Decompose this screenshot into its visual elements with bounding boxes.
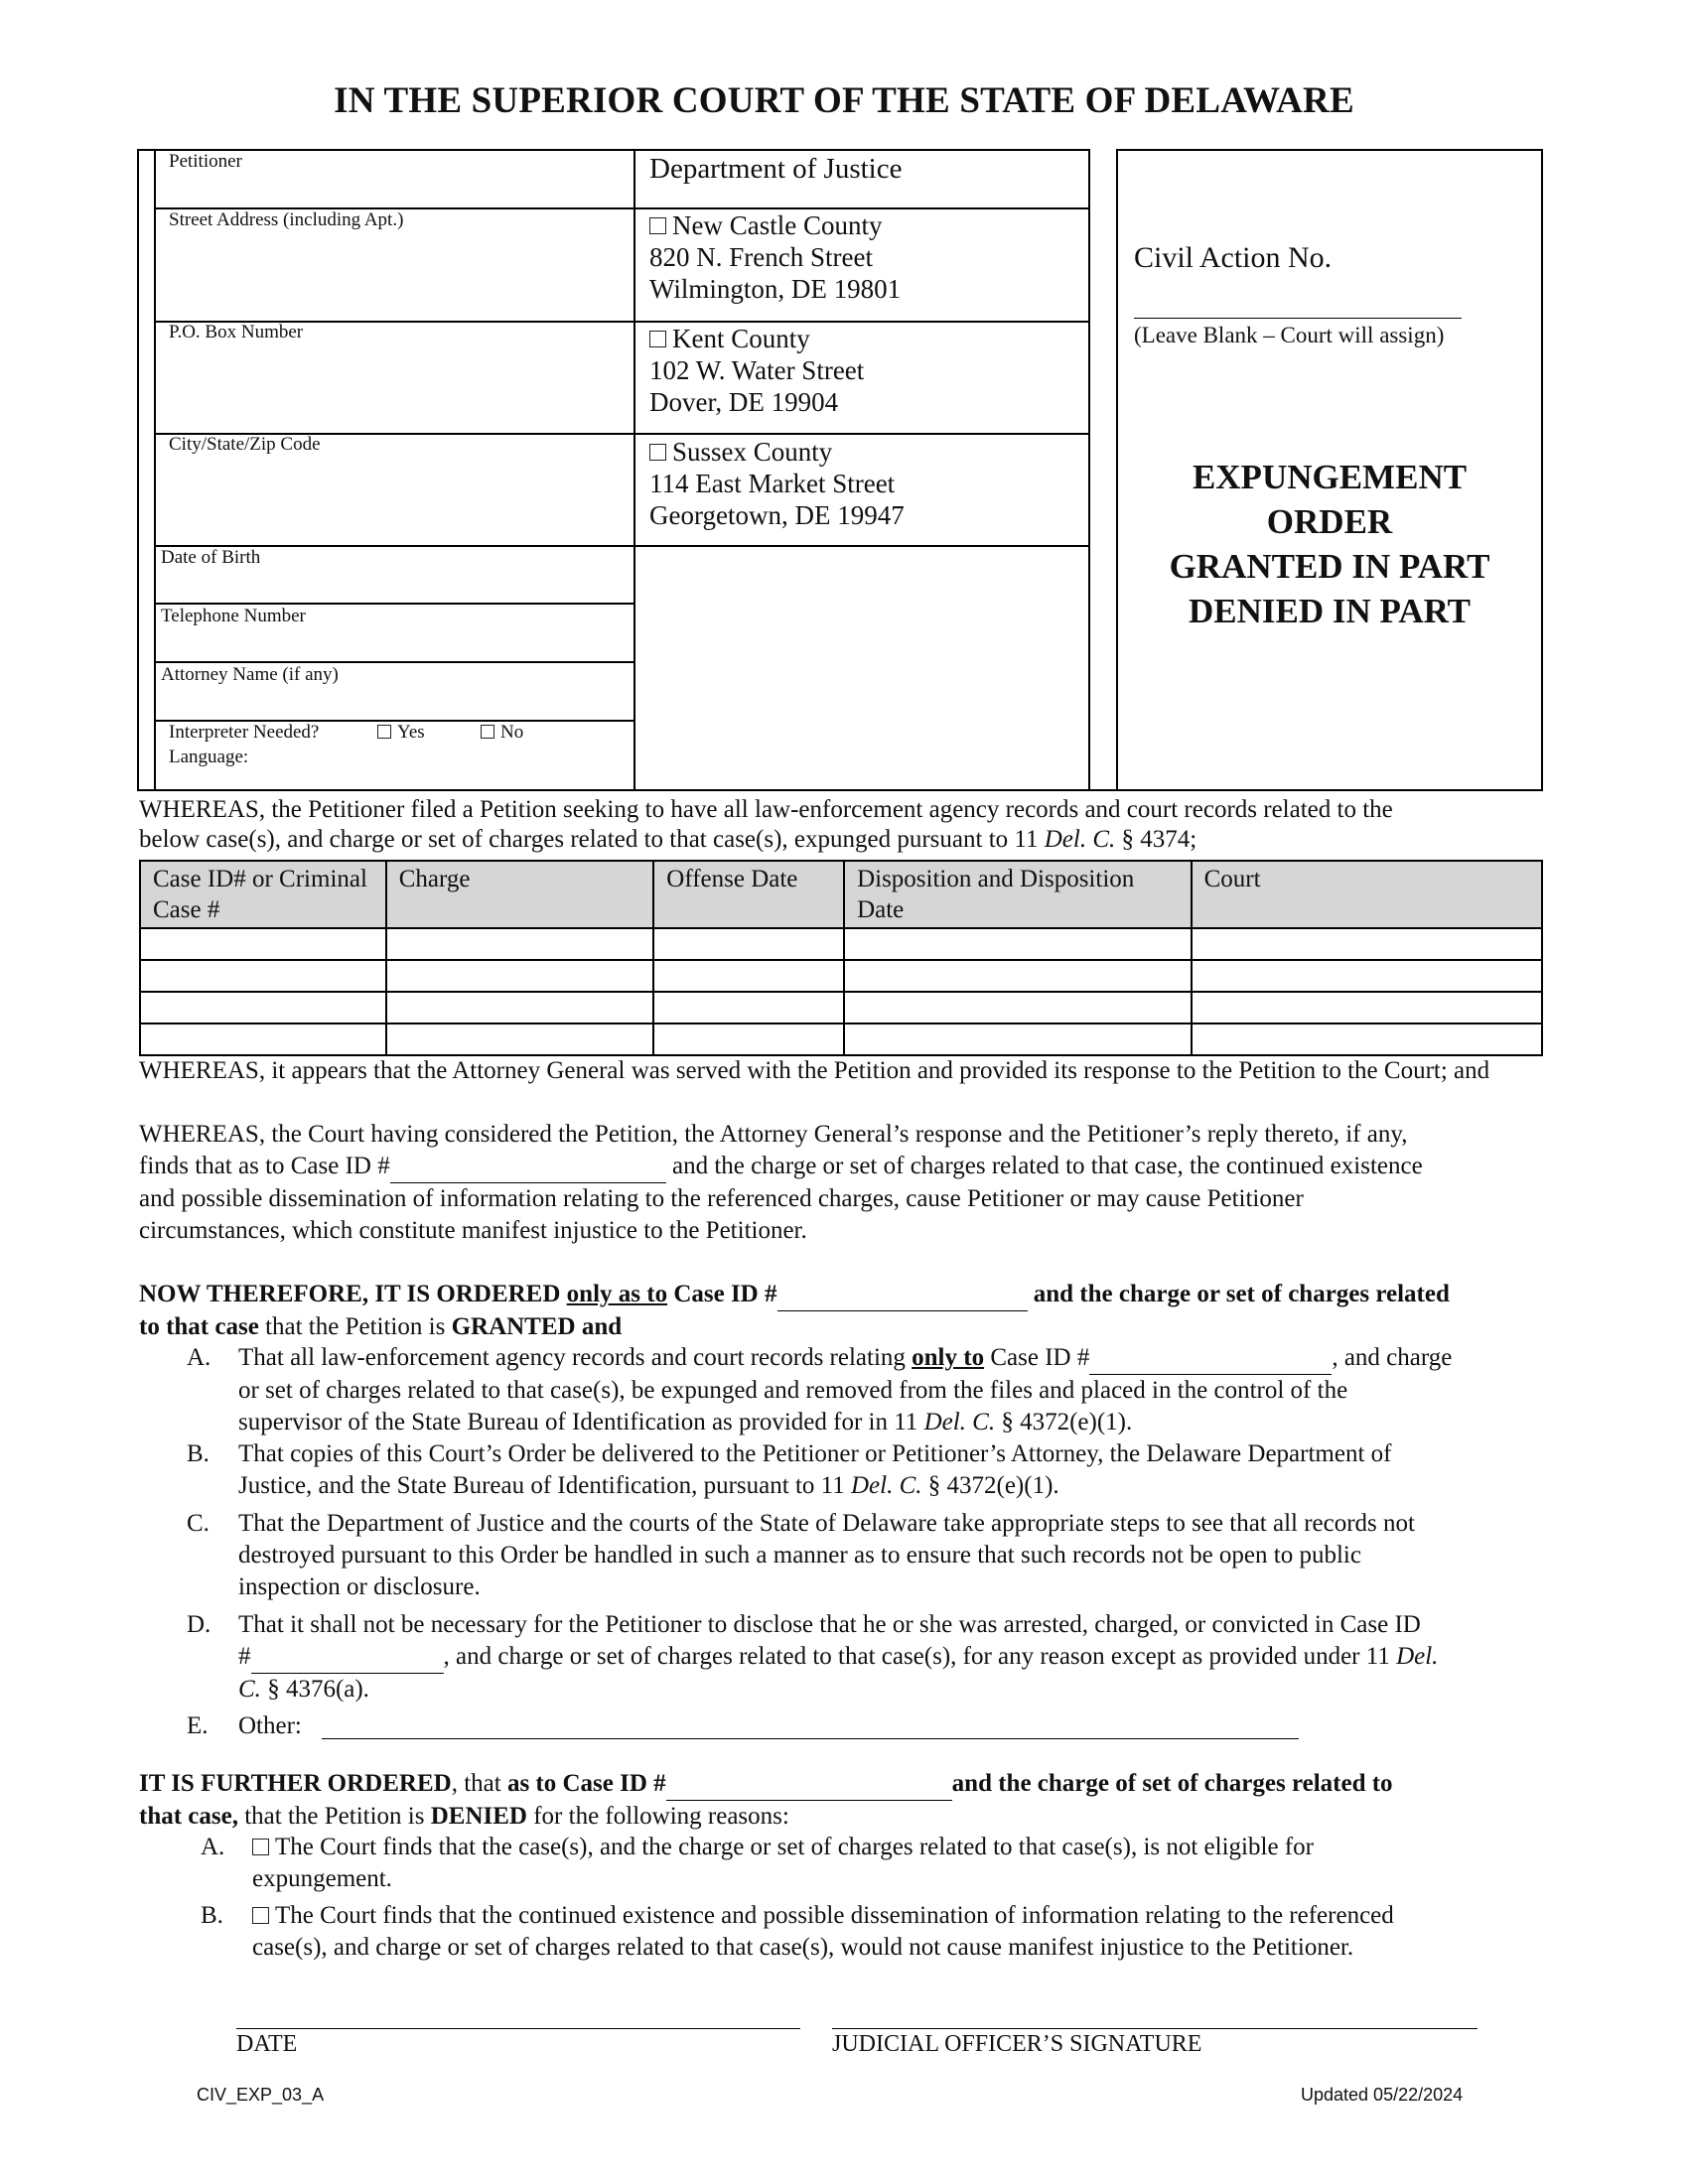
order-heading — [1118, 455, 1541, 633]
further-case-id: as to Case ID # — [506, 1770, 666, 1797]
statute-cite: Del. C. — [1044, 826, 1116, 853]
whereas-considered-line-1: WHEREAS, the Court having considered the Petition, the Attorney General’s response and the Petitioner’s reply thereto, if any, — [139, 1121, 1408, 1148]
further-intro: IT IS FURTHER ORDERED — [139, 1770, 452, 1797]
kent-county: Kent County — [672, 324, 810, 353]
whereas-considered-line-3: and possible dissemination of information relating to the referenced charges, cause Petitioner or may cause Petitioner — [139, 1185, 1304, 1212]
further-that: , that — [451, 1770, 507, 1797]
table-cell[interactable] — [140, 992, 386, 1024]
item-b-line-1: That copies of this Court’s Order be delivered to the Petitioner or Petitioner’s Attorney, the Delaware Department of — [238, 1440, 1392, 1467]
further-denied: DENIED — [430, 1803, 527, 1830]
interpreter-no-option[interactable] — [481, 722, 523, 744]
item-c-line-1: That the Department of Justice and the courts of the State of Delaware take appropriate steps to see that all records not — [238, 1510, 1415, 1537]
yes-label: Yes — [397, 722, 425, 743]
no-label: No — [500, 722, 524, 743]
case-id-blank[interactable] — [390, 1151, 666, 1183]
whereas-petition-line-2: below case(s), and charge or set of charges related to that case(s), expunged pursuant to 11 — [139, 826, 1045, 853]
whereas-considered-paragraph — [139, 1119, 1543, 1247]
heading-expungement: EXPUNGEMENT — [1192, 458, 1468, 496]
granted-item-b — [238, 1438, 1543, 1502]
denied-a-line-2: expungement. — [252, 1865, 392, 1892]
further-charges: and the charge of set of charges related to — [951, 1770, 1393, 1797]
table-cell[interactable] — [386, 928, 654, 960]
ordered-petition-is: that the Petition is — [258, 1313, 452, 1340]
kent-option[interactable] — [649, 323, 864, 354]
item-d-cite-1: Del. — [1396, 1643, 1439, 1670]
table-row — [140, 928, 1542, 960]
respondent-name: Department of Justice — [649, 153, 903, 185]
denied-b-marker: B. — [201, 1902, 223, 1929]
item-d-line-1: That it shall not be necessary for the Petitioner to disclose that he or she was arrested, charged, or convicted in Case ID — [238, 1611, 1421, 1638]
whereas-petition-paragraph — [139, 794, 1543, 856]
checkbox-icon[interactable] — [649, 331, 666, 347]
table-cell[interactable] — [386, 992, 654, 1024]
whereas-served-paragraph: WHEREAS, it appears that the Attorney General was served with the Petition and provided its response to the Petition to the Court; and — [139, 1057, 1490, 1084]
table-cell[interactable] — [140, 1024, 386, 1055]
item-d-line-2: , and charge or set of charges related to that case(s), for any reason except as provided under 11 — [443, 1643, 1397, 1670]
denied-b-line-1: The Court finds that the continued existence and possible dissemination of information relating to the referenced — [275, 1902, 1394, 1929]
street-address-label: Street Address (including Apt.) — [169, 209, 404, 230]
item-a-case-id-blank[interactable] — [1089, 1342, 1332, 1375]
civil-action-label: Civil Action No. — [1134, 241, 1333, 274]
date-field[interactable] — [236, 2028, 800, 2029]
item-a-section: § 4372(e)(1). — [995, 1409, 1133, 1435]
ordered-granted-paragraph — [139, 1279, 1543, 1343]
item-c-marker: C. — [187, 1510, 210, 1537]
further-reasons: for the following reasons: — [526, 1803, 789, 1830]
table-cell[interactable] — [844, 928, 1192, 960]
heading-denied: DENIED IN PART — [1189, 592, 1471, 630]
petitioner-label: Petitioner — [169, 151, 242, 172]
table-row — [140, 960, 1542, 992]
whereas-considered-line-4: circumstances, which constitute manifest injustice to the Petitioner. — [139, 1217, 807, 1244]
case-table — [139, 860, 1543, 1056]
granted-item-d — [238, 1609, 1543, 1706]
city-state-zip-label: City/State/Zip Code — [169, 434, 321, 455]
ordered-case-id: Case ID # — [667, 1281, 777, 1307]
civil-action-number-field[interactable] — [1134, 318, 1462, 319]
po-box-label: P.O. Box Number — [169, 322, 304, 342]
header-charge: Charge — [386, 861, 654, 928]
new-castle-county: New Castle County — [672, 210, 883, 240]
sussex-street: 114 East Market Street — [649, 469, 896, 498]
further-petition-is: that the Petition is — [237, 1803, 431, 1830]
kent-city: Dover, DE 19904 — [649, 387, 839, 417]
denied-case-id-blank[interactable] — [666, 1768, 952, 1801]
checkbox-icon[interactable] — [377, 725, 391, 739]
sussex-city: Georgetown, DE 19947 — [649, 500, 905, 530]
table-cell[interactable] — [844, 960, 1192, 992]
item-b-marker: B. — [187, 1440, 210, 1467]
checkbox-icon[interactable] — [649, 444, 666, 461]
denied-item-b — [252, 1900, 1543, 1964]
attorney-label: Attorney Name (if any) — [161, 664, 339, 685]
item-a-text-1: That all law-enforcement agency records and court records relating — [238, 1344, 913, 1371]
granted-case-id-blank[interactable] — [777, 1279, 1028, 1311]
case-table-header-row — [140, 861, 1542, 928]
table-cell[interactable] — [844, 992, 1192, 1024]
denied-b-line-2: case(s), and charge or set of charges related to that case(s), would not cause manifest injustice to the Petitioner. — [252, 1934, 1354, 1961]
new-castle-block — [649, 209, 901, 305]
item-a-cite: Del. C. — [923, 1409, 996, 1435]
sussex-option[interactable] — [649, 436, 905, 468]
header-court: Court — [1192, 861, 1542, 928]
table-row — [140, 1024, 1542, 1055]
table-cell[interactable] — [140, 928, 386, 960]
table-cell[interactable] — [1192, 992, 1542, 1024]
leave-blank-note: (Leave Blank – Court will assign) — [1134, 323, 1445, 347]
checkbox-icon[interactable] — [252, 1839, 269, 1855]
table-cell[interactable] — [653, 1024, 844, 1055]
statute-section: § 4374; — [1115, 826, 1197, 853]
court-title: IN THE SUPERIOR COURT OF THE STATE OF DELAWARE — [334, 80, 1354, 121]
kent-street: 102 W. Water Street — [649, 355, 865, 385]
table-cell[interactable] — [844, 1024, 1192, 1055]
item-a-marker: A. — [187, 1344, 211, 1371]
whereas-considered-line-2b: and the charge or set of charges related to that case, the continued existence — [665, 1153, 1423, 1179]
only-to: only to — [912, 1344, 985, 1371]
sussex-county: Sussex County — [672, 437, 833, 467]
signature-label: JUDICIAL OFFICER’S SIGNATURE — [832, 2031, 1202, 2057]
item-a-line-2: or set of charges related to that case(s), be expunged and removed from the files and placed in the control of the — [238, 1377, 1348, 1404]
date-label: DATE — [236, 2031, 298, 2057]
denied-item-a — [252, 1832, 1543, 1895]
sussex-block — [649, 436, 905, 531]
table-cell[interactable] — [386, 960, 654, 992]
item-b-cite: Del. C. — [850, 1472, 922, 1499]
date-of-birth-label: Date of Birth — [161, 547, 261, 568]
other-field[interactable] — [322, 1738, 1299, 1739]
table-cell[interactable] — [1192, 928, 1542, 960]
checkbox-icon[interactable] — [649, 217, 666, 234]
updated-date: Updated 05/22/2024 — [1301, 2085, 1464, 2105]
interpreter-yes-option[interactable] — [377, 722, 425, 744]
only-as-to: only as to — [566, 1281, 668, 1307]
item-d-hash: # — [238, 1643, 251, 1670]
table-row — [140, 992, 1542, 1024]
granted-item-c — [238, 1508, 1543, 1603]
checkbox-icon[interactable] — [481, 725, 494, 739]
new-castle-street: 820 N. French Street — [649, 242, 873, 272]
ordered-granted: GRANTED and — [451, 1313, 623, 1340]
checkbox-icon[interactable] — [252, 1907, 269, 1924]
language-label: Language: — [169, 747, 249, 767]
item-b-section: § 4372(e)(1). — [921, 1472, 1059, 1499]
item-b-line-2: Justice, and the State Bureau of Identification, pursuant to 11 — [238, 1472, 851, 1499]
granted-item-a — [238, 1342, 1543, 1438]
table-cell[interactable] — [653, 928, 844, 960]
table-cell[interactable] — [653, 960, 844, 992]
denied-a-marker: A. — [201, 1834, 225, 1860]
heading-granted: GRANTED IN PART — [1169, 547, 1490, 586]
table-cell[interactable] — [1192, 1024, 1542, 1055]
item-e-other: Other: — [238, 1712, 302, 1739]
item-c-line-3: inspection or disclosure. — [238, 1573, 481, 1600]
item-d-section: § 4376(a). — [260, 1676, 369, 1703]
new-castle-city: Wilmington, DE 19801 — [649, 274, 902, 304]
item-e-marker: E. — [187, 1712, 209, 1739]
item-a-text-2: , and charge — [1332, 1344, 1453, 1371]
table-cell[interactable] — [140, 960, 386, 992]
interpreter-needed-label: Interpreter Needed? — [169, 722, 320, 743]
denied-a-line-1: The Court finds that the case(s), and the charge or set of charges related to that case(s), is not eligible for — [275, 1834, 1314, 1860]
item-d-marker: D. — [187, 1611, 211, 1638]
table-cell[interactable] — [386, 1024, 654, 1055]
item-c-line-2: destroyed pursuant to this Order be handled in such a manner as to ensure that such records not be open to public — [238, 1542, 1361, 1569]
signature-field[interactable] — [832, 2028, 1477, 2029]
header-case-id: Case ID# or Criminal Case # — [140, 861, 386, 928]
whereas-considered-line-2a: finds that as to Case ID # — [139, 1153, 390, 1179]
item-d-case-id-blank[interactable] — [251, 1641, 444, 1674]
further-that-case: that case, — [139, 1803, 238, 1830]
telephone-label: Telephone Number — [161, 606, 306, 626]
ordered-denied-paragraph — [139, 1768, 1543, 1833]
whereas-petition-line-1: WHEREAS, the Petitioner filed a Petition seeking to have all law-enforcement agency records and court records related to the — [139, 796, 1393, 823]
ordered-that-case: to that case — [139, 1313, 259, 1340]
ordered-charges: and the charge or set of charges related — [1027, 1281, 1450, 1307]
item-d-cite-2: C. — [238, 1676, 261, 1703]
new-castle-option[interactable] — [649, 209, 901, 241]
ordered-intro: NOW THEREFORE, IT IS ORDERED — [139, 1281, 567, 1307]
header-disposition: Disposition and Disposition Date — [844, 861, 1192, 928]
form-id: CIV_EXP_03_A — [197, 2085, 325, 2105]
table-cell[interactable] — [653, 992, 844, 1024]
heading-order: ORDER — [1266, 502, 1393, 541]
item-a-case-id: Case ID # — [984, 1344, 1090, 1371]
item-a-line-3: supervisor of the State Bureau of Identification as provided for in 11 — [238, 1409, 924, 1435]
table-cell[interactable] — [1192, 960, 1542, 992]
kent-block — [649, 323, 864, 418]
header-offense-date: Offense Date — [653, 861, 844, 928]
